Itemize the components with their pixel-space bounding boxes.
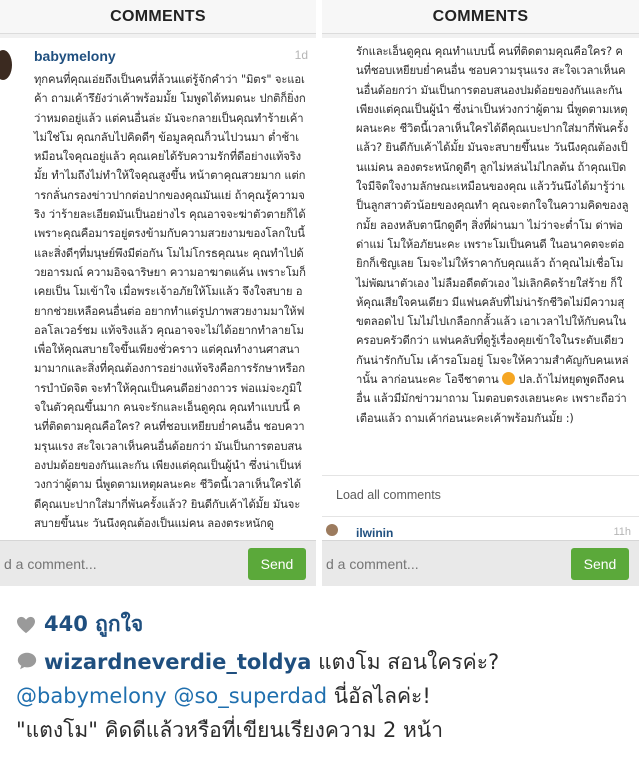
load-all-comments-link[interactable]: Load all comments (336, 488, 441, 502)
comment-text: แตงโม สอนใครค่ะ? (311, 650, 500, 674)
comment-input[interactable] (322, 548, 560, 580)
comments-list[interactable] (322, 38, 639, 540)
comment-username[interactable]: babymelony (34, 48, 116, 64)
mention-link[interactable]: @so_superdad (173, 684, 328, 708)
heart-icon (16, 616, 36, 634)
comment-input[interactable] (0, 548, 238, 580)
divider (322, 475, 639, 476)
comment-username[interactable]: ilwinin (356, 526, 394, 540)
comment-text (356, 42, 629, 428)
post-comment (16, 645, 629, 747)
avatar[interactable] (326, 524, 338, 536)
likes-count[interactable]: 440 ถูกใจ (44, 612, 144, 636)
comments-panel-left (0, 0, 316, 586)
mention-link[interactable]: @babymelony (16, 684, 167, 708)
comment-text-tail: ปล.ถ้าไม่หยุดพูดถึงคนอื่น แล้วมีมักข่าวมาถาม โมตอบตรงเลยนะคะ เพราะถือว่าเตือนแล้ว ถามเค้าก่อนนะคะเค้าพร้อมกันมั้ย :) (356, 373, 627, 425)
post-footer (0, 590, 639, 763)
panel-header: COMMENTS (0, 0, 316, 34)
send-button[interactable]: Send (571, 548, 629, 580)
speech-bubble-icon (16, 650, 38, 672)
likes-row[interactable] (16, 608, 143, 641)
comment-text: ทุกคนที่คุณเอ่ยถึงเป็นคนที่ล้วนแต่รู้จักคำว่า "มิตร" จะแอเค้า ถามเค้ารึยังว่าเค้าพร้อมมั้ย โมพูดได้หมดนะ ปกติก็ยิ่งกว่าหมดอยู่แล้ว แต่คนอื่นล่ะ มันจะกลายเป็นคุณทำร้ายเค้า ไม่ใช่โม คุณกลับไปคิดดีๆ ข้อมูลคุณก็วนไปวนมา ต่ำช้าเหมือนใจคุณอยู่แล้ว คุณเคยได้รับความรักที่ดีอย่างแท้จริงมั้ย ทำไมถึงไม่ทำให้ใจคุณสูงขึ้น หน้าตาคุณสวยมาก แต่การกลั่นกรองข่าวปากต่อปากของคุณมันแย่ ถ้าคุณรู้ความจริง ว่าร้ายละเอียดมันเป็นอย่างไร คุณอาจจะฆ่าตัวตายก็ได้เพราะคุณคือมารอยู่ตรงข้ามกับความสวยงามของโลกใบนี้ และสิ่งดีๆที่มนุษย์พึงมีต่อกัน โมไม่โกรธคุณนะ คุณทำไปด้วยอารมณ์ ความอิจฉาริษยา ความอาฆาตแค้น เพราะโมก็เคยเป็น โมเข้าใจ เมื่อพระเจ้าอภัยให้โมแล้ว จึงใจสบาย อยากช่วยเหลือคนอื่นต่อ อยากทำแต่รูปภาพสวยงามมาให้ฟอลโลเวอร์ชม แท้จริงแล้ว คุณอาจจะไม่ได้อยากทำลายโมเพื่อให้คุณสบายใจขึ้นเพียงชั่วคราว แต่คุณทำงานศาสนามามากและสิ่งที่คุณต้องการอย่างแท้จริงคือการรักษาหรือการบำบัดจิต จะทำให้คุณเป็นคนดีอย่างถาวร พ่อแม่จะภูมิใจในตัวคุณขึ้นมาก คนจะรักและเอ็นดูคุณ คุณทำแบบนี้ คนที่ติดตามคุณคือใคร? คนที่ชอบเหยียบย่ำคนอื่น ชอบความรุนแรง สะใจเวลาเห็นคนอื่นด้อยกว่า มันเป็นการตอบสนองปมด้อยของกันและกัน เพียงแต่คุณเป็นผู้นำ ซึ่งน่าเป็นห่วงกว่าผู้ตาม นี่พูดตามเหตุผลนะคะ ชีวิตนี้เวลาเห็นใครได้ดีคุณเบะปากใส่มากี่พันครั้งแล้ว? ยินดีกับเค้าได้มั้ย มันจะสบายขึ้นนะ วันนึงคุณต้องเป็นแม่คน ลองตระหนักดู (34, 73, 306, 530)
comments-panel-right (322, 0, 639, 586)
comment-input-bar (322, 540, 639, 586)
divider (322, 516, 639, 517)
comment-input-bar (0, 540, 316, 586)
smiley-emoji-icon (502, 372, 515, 385)
comment-line: "แตงโม" คิดดีแล้วหรือที่เขียนเรียงความ 2 หน้า (16, 718, 444, 742)
send-button[interactable]: Send (248, 548, 306, 580)
comment-timestamp: 11h (613, 526, 631, 538)
comment-line (16, 645, 629, 679)
commenter-username[interactable]: wizardneverdie_toldya (44, 650, 312, 674)
comment-text-main: รักและเอ็นดูคุณ คุณทำแบบนี้ คนที่ติดตามคุณคือใคร? คนที่ชอบเหยียบย่ำคนอื่น ชอบความรุนแรง สะใจเวลาเห็นคนอื่นด้อยกว่า มันเป็นการตอบสนองปมด้อยของกันและกัน เพียงแต่คุณเป็นผู้นำ ซึ่งน่าเป็นห่วงกว่าผู้ตาม นี่พูดตามเหตุผลนะคะ ชีวิตนี้เวลาเห็นใครได้ดีคุณเบะปากใส่มากี่พันครั้งแล้ว? ยินดีกับเค้าได้มั้ย มันจะสบายขึ้นนะ วันนึงคุณต้องเป็นแม่คน ลองตระหนักดูดีๆ ลูกไม่หล่นไม่ไกลต้น ถ้าคุณเปิดใจมีจิตใจงามลักษณะเหมือนของคุณ แล้ววันนึงได้มารู้ว่าเป็นลูกสาวตัวน้อยของคุณทำ คุณจะตกใจในความคิดของลูกมั้ย ลองหลับตานึกดูดีๆ สิ่งที่ผ่านมา ไม่ว่าจะต่ำโม ด่าพ่อด่าแม่ โมให้อภัยนะคะ เพราะโมเป็นคนดี ในอนาคตจะต่อยิกก็เชิญเลย โมจะไม่ให้ราคากับคุณแล้ว ถ้าคุณไม่เชื่อโม ไม่พัฒนาตัวเอง ไม่ลืมอดีตตัวเอง ไม่เลิกคิดร้ายใส่ร้าย ก็ให้คุณเสียใจคนเดียว มีแฟนคลับที่ไม่น่ารักชีวิตไม่มีความสุขตลอดไป โมไม่ไปเกลือกกลั้วแล้ว เอาเวลาไปให้กับคนในครอบครัวดีกว่า แฟนคลับที่ดูรู้เรื่องคุยเข้าใจในระดับเดียวกันน่ารักกับโม เค้ารอโมอยู่ โมจะให้ความสำคัญกับคนเหล่านั้น ลาก่อนนะคะ โอจีชาตาน (356, 45, 629, 387)
panel-header: COMMENTS (322, 0, 639, 34)
comment-text: นี่อัลไลค่ะ! (327, 684, 431, 708)
avatar[interactable] (0, 50, 12, 80)
comment-timestamp: 1d (294, 48, 308, 62)
comments-list[interactable] (0, 38, 316, 540)
comment-line (16, 679, 629, 713)
